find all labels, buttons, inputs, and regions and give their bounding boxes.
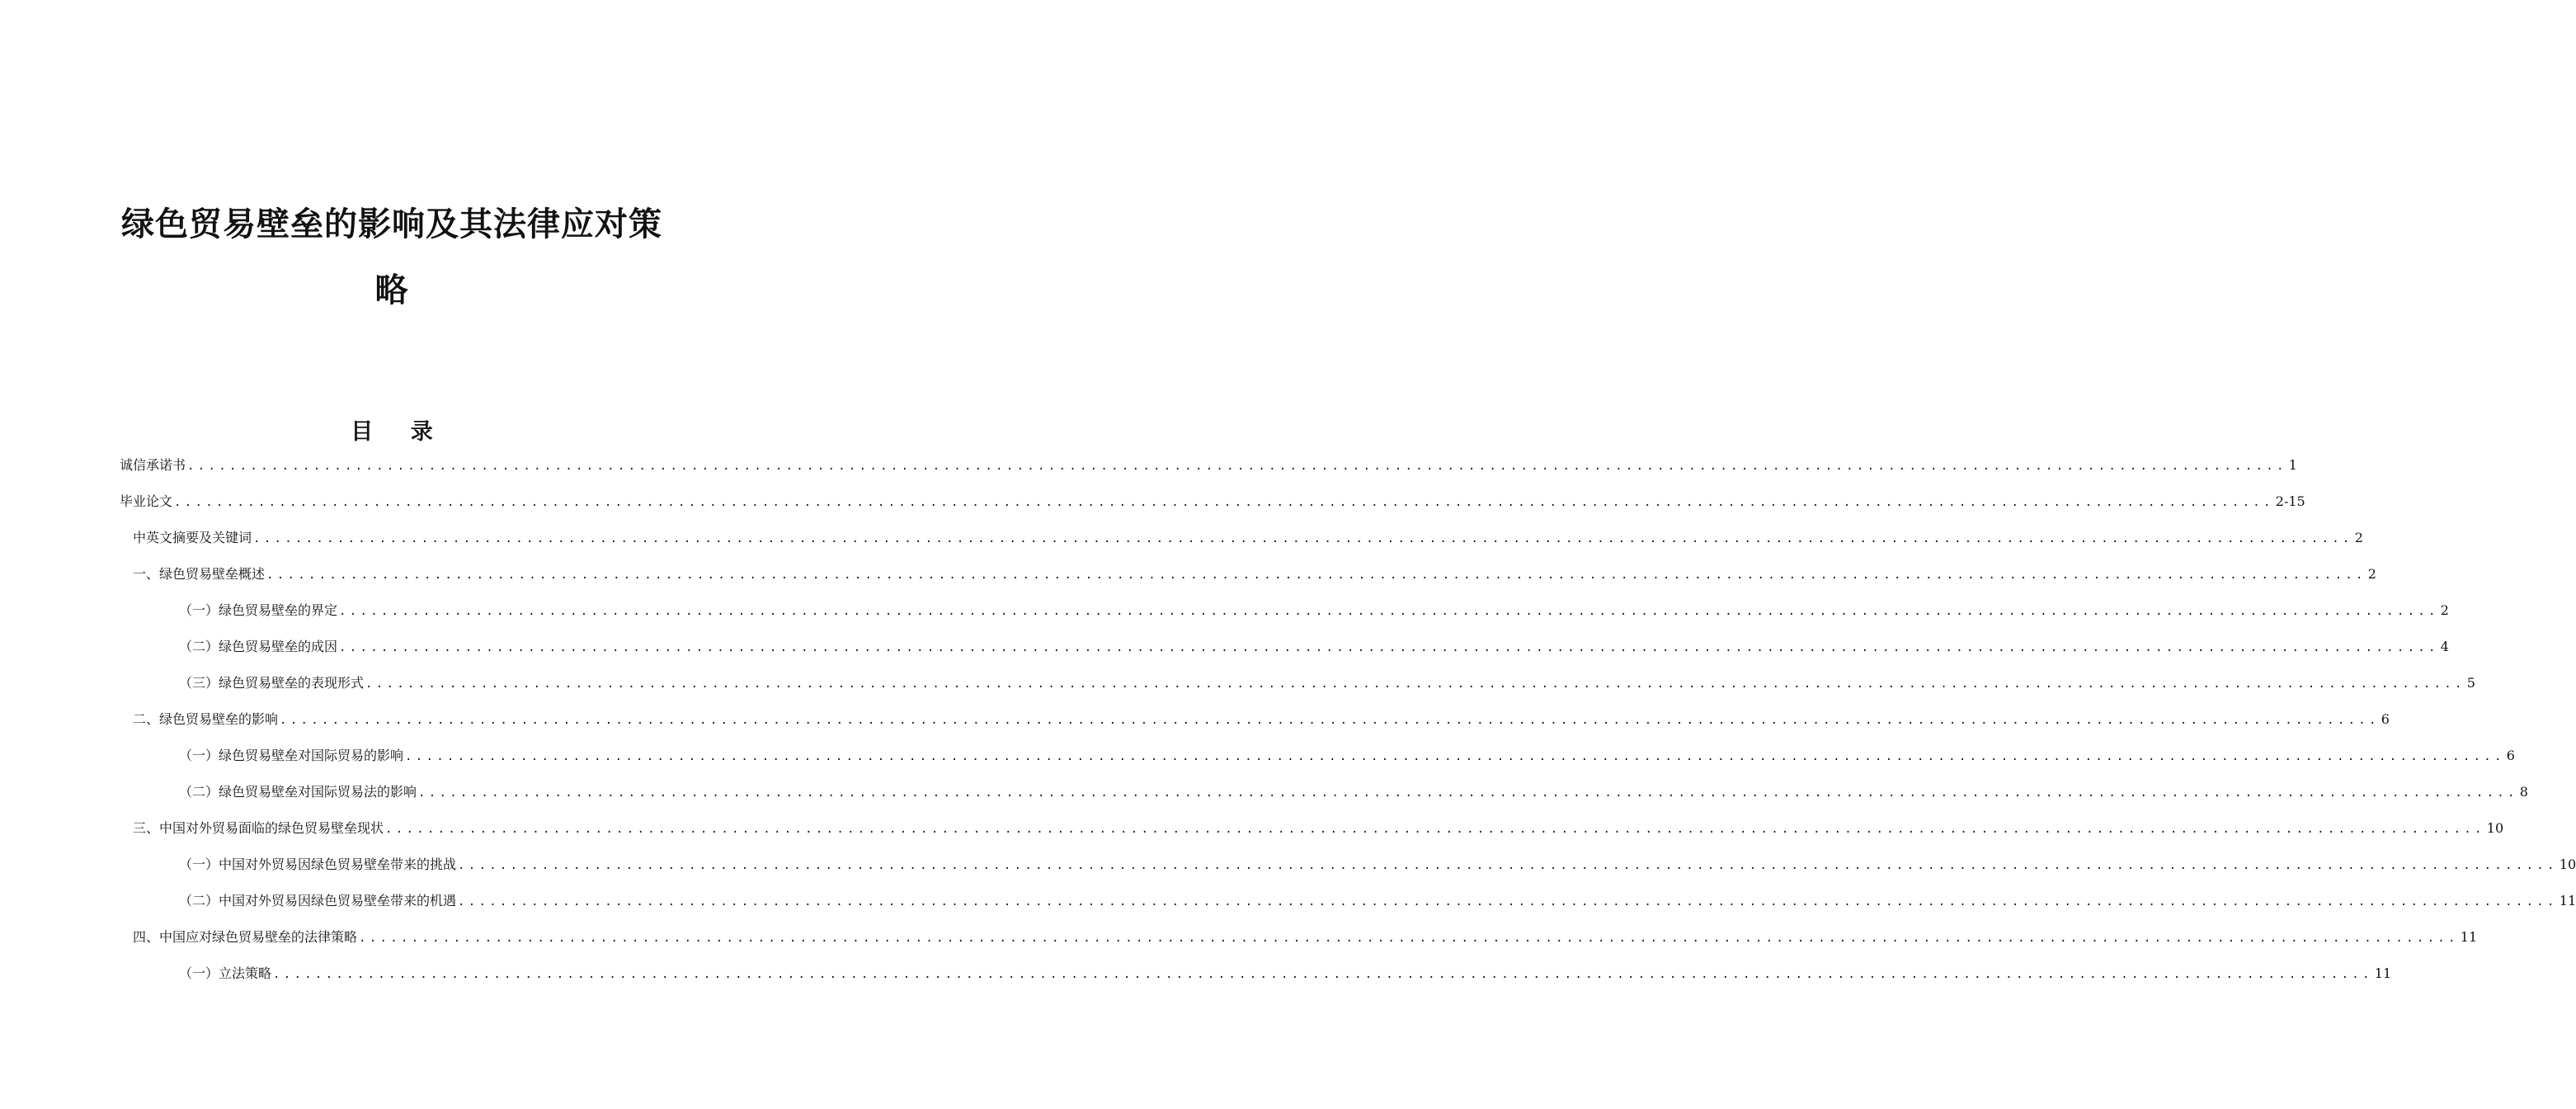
toc-entry-title: （一）中国对外贸易因绿色贸易壁垒带来的挑战: [179, 857, 457, 872]
toc-entry-title: （二）绿色贸易壁垒对国际贸易法的影响: [179, 784, 417, 800]
toc-dot-leader: ........................................................................................................................................................................................................: [405, 750, 2505, 763]
toc-dot-leader: ........................................................................................................................................................................................................: [187, 460, 2287, 473]
toc-dot-leader: ........................................................................................................................................................................................................: [273, 968, 2373, 981]
toc-dot-leader: ........................................................................................................................................................................................................: [418, 786, 2518, 800]
toc-dot-leader: ........................................................................................................................................................................................................: [385, 823, 2485, 836]
toc-page-number: 1: [2288, 457, 2297, 473]
toc-entry[interactable]: [120, 629, 2449, 665]
toc-entry[interactable]: [120, 919, 2478, 956]
toc-dot-leader: ........................................................................................................................................................................................................: [266, 569, 2366, 582]
toc-entry-title: （二）中国对外贸易因绿色贸易壁垒带来的机遇: [179, 893, 457, 908]
toc-page-number: 11: [2460, 929, 2478, 945]
toc-page-number: 2-15: [2275, 493, 2305, 509]
toc-entry-title: 二、绿色贸易壁垒的影响: [133, 711, 279, 727]
toc-dot-leader: ........................................................................................................................................................................................................: [174, 496, 2274, 509]
toc-entry[interactable]: [120, 847, 2576, 883]
toc-entry[interactable]: [120, 883, 2576, 919]
toc-page-number: 8: [2519, 784, 2528, 800]
toc-page-number: 2: [2354, 530, 2363, 545]
toc-page-number: 6: [2506, 748, 2515, 763]
toc-entry[interactable]: [120, 520, 2363, 556]
toc-page-number: 11: [2374, 965, 2392, 981]
toc-page-number: 2: [2367, 566, 2376, 582]
toc-dot-leader: ........................................................................................................................................................................................................: [280, 714, 2380, 727]
toc-entry-title: （一）绿色贸易壁垒对国际贸易的影响: [179, 748, 404, 763]
toc-entry-title: 一、绿色贸易壁垒概述: [133, 566, 266, 582]
toc-entry-title: 四、中国应对绿色贸易壁垒的法律策略: [133, 929, 358, 945]
toc-page-number: 10: [2486, 820, 2504, 836]
toc-entry[interactable]: [120, 774, 2528, 810]
toc-dot-leader: ........................................................................................................................................................................................................: [339, 641, 2439, 654]
toc-entry-title: 毕业论文: [120, 493, 173, 509]
toc-heading: 目 录: [351, 419, 448, 446]
toc-dot-leader: ........................................................................................................................................................................................................: [253, 532, 2353, 545]
toc-entry[interactable]: [120, 556, 2376, 592]
toc-dot-leader: ........................................................................................................................................................................................................: [339, 605, 2439, 618]
toc-page-number: 11: [2559, 893, 2576, 908]
toc-entry[interactable]: [120, 701, 2390, 738]
document-title: 绿色贸易壁垒的影响及其法律应对策略: [121, 205, 662, 309]
toc-entry[interactable]: [120, 484, 2305, 520]
toc-dot-leader: ........................................................................................................................................................................................................: [458, 895, 2558, 908]
toc-page-number: 4: [2440, 639, 2449, 654]
table-of-contents: [120, 447, 2576, 992]
toc-entry[interactable]: [120, 956, 2392, 992]
toc-page-number: 5: [2466, 675, 2475, 691]
toc-entry-title: 三、中国对外贸易面临的绿色贸易壁垒现状: [133, 820, 384, 836]
toc-entry[interactable]: [120, 592, 2449, 629]
toc-entry[interactable]: [120, 738, 2515, 774]
toc-page-number: 6: [2381, 711, 2390, 727]
toc-entry-title: （三）绿色贸易壁垒的表现形式: [179, 675, 365, 691]
toc-entry[interactable]: [120, 810, 2504, 847]
toc-entry-title: （一）绿色贸易壁垒的界定: [179, 602, 338, 618]
toc-page-number: 2: [2440, 602, 2449, 618]
toc-entry-title: 中英文摘要及关键词: [133, 530, 252, 545]
toc-page-number: 10: [2559, 857, 2576, 872]
toc-dot-leader: ........................................................................................................................................................................................................: [359, 932, 2459, 945]
toc-dot-leader: ........................................................................................................................................................................................................: [458, 859, 2558, 872]
toc-entry[interactable]: [120, 665, 2475, 701]
toc-entry-title: （二）绿色贸易壁垒的成因: [179, 639, 338, 654]
toc-entry-title: （一）立法策略: [179, 965, 272, 981]
toc-entry[interactable]: [120, 447, 2297, 484]
toc-entry-title: 诚信承诺书: [120, 457, 186, 473]
toc-dot-leader: ........................................................................................................................................................................................................: [365, 677, 2465, 691]
